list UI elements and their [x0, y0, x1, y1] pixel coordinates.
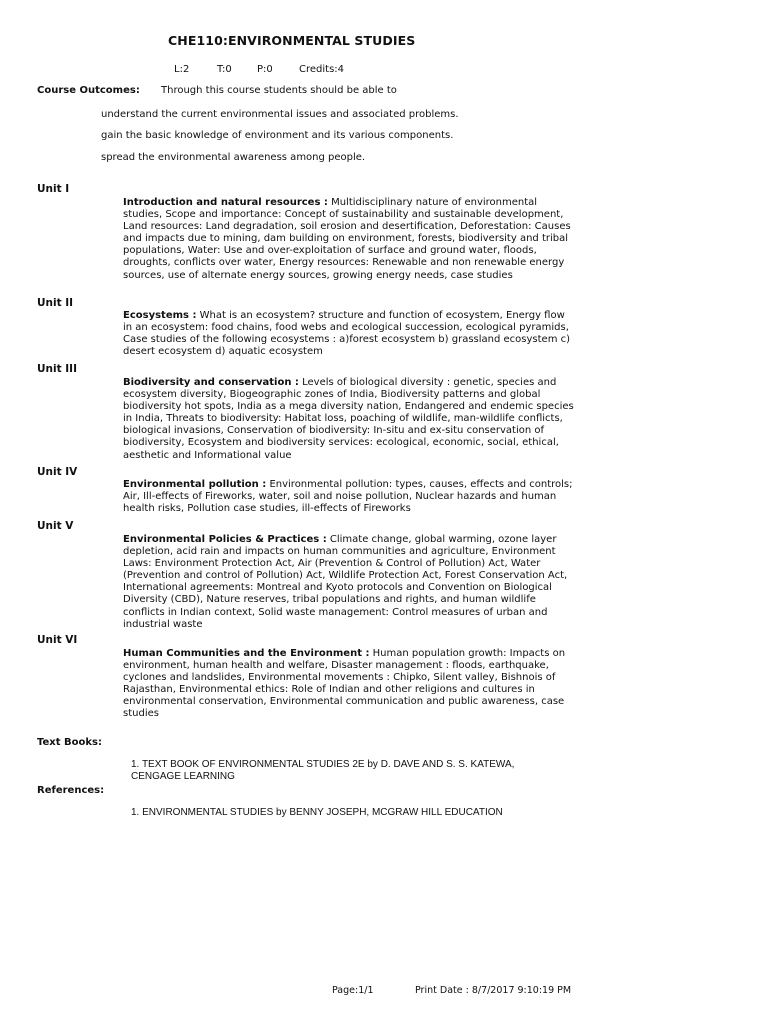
reference-item: 1. ENVIRONMENTAL STUDIES by BENNY JOSEPH, MCGRAW HILL EDUCATION: [131, 807, 503, 818]
unit-label: Unit V: [37, 520, 74, 532]
unit-description: [123, 197, 575, 282]
unit-heading: Human Communities and the Environment :: [123, 648, 370, 659]
unit-content: Levels of biological diversity : genetic, species and ecosystem diversity, Biogeographic zones of India, Biodiversity patterns and global biodiversity hot spots, India as a mega diversity nation, Endangered and endemic species in India, Threats to biodiversity: Habitat loss, poaching of wildlife, man-wildlife conflicts, biological invasions, Conservation of biodiversity: In-situ and ex-situ conservation of biodiversity, Ecosystem and biodiversity services: ecological, economic, social, ethical, aesthetic and Informational value: [123, 377, 574, 461]
outcome-item: spread the environmental awareness among people.: [101, 152, 366, 163]
unit-description: [123, 479, 575, 515]
references-label: References:: [37, 785, 105, 796]
unit-heading: Ecosystems :: [123, 310, 197, 321]
tutorial-hours: T:0: [217, 64, 232, 75]
print-date: Print Date : 8/7/2017 9:10:19 PM: [415, 985, 572, 996]
unit-content: Climate change, global warming, ozone layer depletion, acid rain and impacts on human communities and agriculture, Environment Laws: Environment Protection Act, Air (Prevention & Control of Pollution) Act, Water (Prevention and control of Pollution) Act, Wildlife Protection Act, Forest Conservation Act, International agreements: Montreal and Kyoto protocols and Convention on Biological Diversity (CBD), Nature reserves, tribal populations and rights, and human wildlife conflicts in Indian context, Solid waste management: Control measures of urban and industrial waste: [123, 534, 568, 630]
course-outcomes-label: Course Outcomes:: [37, 85, 140, 96]
unit-heading: Environmental pollution :: [123, 479, 267, 490]
unit-label: Unit VI: [37, 634, 78, 646]
unit-content: Multidisciplinary nature of environmental studies, Scope and importance: Concept of sustainability and sustainable development, Land resources: Land degradation, soil erosion and desertification, Deforestation: Causes and impacts due to mining, dam building on environment, forests, biodiversity and tribal populations, Water: Use and over-exploitation of surface and ground water, floods, droughts, conflicts over water, Energy resources: Renewable and non renewable energy sources, use of alternate energy sources, growing energy needs, case studies: [123, 197, 571, 281]
course-outcomes-intro: Through this course students should be able to: [161, 85, 397, 96]
unit-description: [123, 310, 575, 358]
unit-content: What is an ecosystem? structure and function of ecosystem, Energy flow in an ecosystem: food chains, food webs and ecological succession, ecological pyramids, Case studies of the following ecosystems : a)forest ecosystem b) grassland ecosystem c) desert ecosystem d) aquatic ecosystem: [123, 310, 571, 358]
unit-heading: Environmental Policies & Practices :: [123, 534, 327, 545]
practical-hours: P:0: [257, 64, 273, 75]
lecture-hours: L:2: [174, 64, 190, 75]
unit-heading: Biodiversity and conservation :: [123, 377, 299, 388]
unit-description: [123, 377, 575, 462]
outcome-item: gain the basic knowledge of environment and its various components.: [101, 130, 454, 141]
unit-label: Unit II: [37, 297, 74, 309]
unit-label: Unit III: [37, 363, 77, 375]
page-title: CHE110:ENVIRONMENTAL STUDIES: [168, 33, 416, 48]
unit-heading: Introduction and natural resources :: [123, 197, 328, 208]
unit-description: [123, 534, 575, 631]
unit-label: Unit I: [37, 183, 70, 195]
unit-content: Environmental pollution: types, causes, effects and controls; Air, Ill-effects of Fireworks, water, soil and noise pollution, Nuclear hazards and human health risks, Pollution case studies, ill-effects of Fireworks: [123, 479, 573, 515]
credit-count: Credits:4: [299, 64, 345, 75]
text-book-item: 1. TEXT BOOK OF ENVIRONMENTAL STUDIES 2E by D. DAVE AND S. S. KATEWA, CENGAGE LEARNING: [131, 759, 515, 783]
unit-description: [123, 648, 575, 721]
unit-label: Unit IV: [37, 466, 78, 478]
outcome-item: understand the current environmental issues and associated problems.: [101, 109, 459, 120]
text-books-label: Text Books:: [37, 737, 102, 748]
unit-content: Human population growth: Impacts on environment, human health and welfare, Disaster management : floods, earthquake, cyclones and landslides, Environmental movements : Chipko, Silent valley, Bishnois of Rajasthan, Environmental ethics: Role of Indian and other religions and cultures in environmental conservation, Environmental communication and public awareness, case studies: [123, 648, 566, 720]
page-number: Page:1/1: [332, 985, 374, 996]
